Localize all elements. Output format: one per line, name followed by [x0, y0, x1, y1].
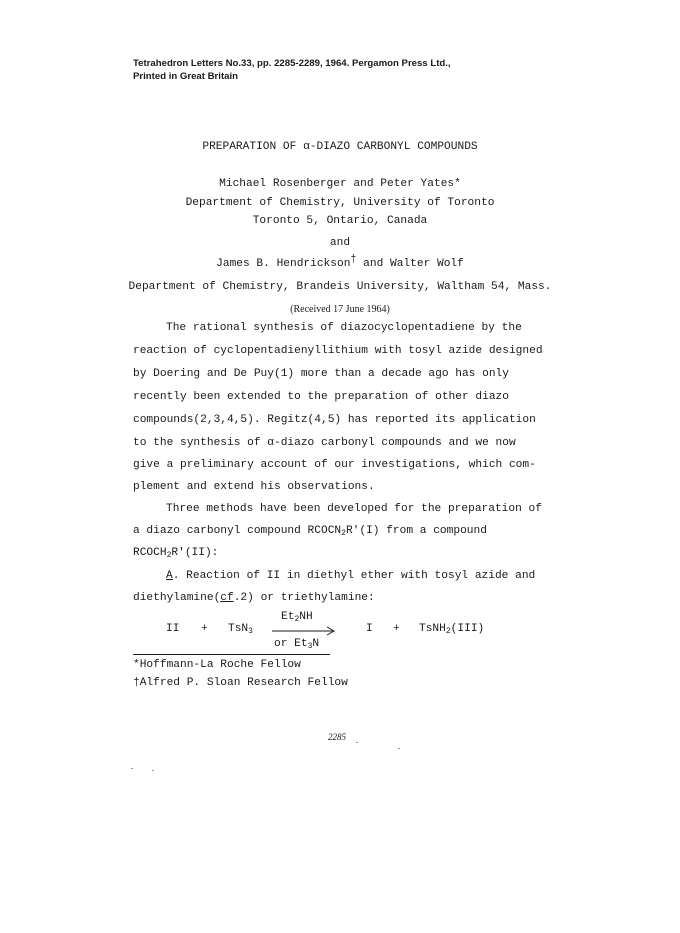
method-a-line1: [166, 570, 535, 582]
text-run: or Et: [274, 638, 308, 650]
plus-sign: +: [393, 623, 400, 635]
paragraph1-line: compounds(2,3,4,5). Regitz(4,5) has reported its application: [133, 414, 536, 426]
subscript: 2: [294, 615, 300, 624]
paragraph1-line: plement and extend his observations.: [133, 481, 375, 493]
author-hendrickson: James B. Hendrickson: [216, 258, 351, 270]
dagger-mark: †: [350, 254, 357, 266]
text-run: Et: [281, 611, 295, 623]
paragraph1-line: by Doering and De Puy(1) more than a decade ago has only: [133, 368, 509, 380]
text-run: TsN: [228, 623, 249, 635]
paragraph2-line1: Three methods have been developed for the preparation of: [166, 503, 542, 515]
footnote-star: *Hoffmann-La Roche Fellow: [133, 659, 301, 671]
text-run: RCOCH: [133, 547, 167, 559]
reagent-tosyl-azide: [228, 623, 253, 635]
affiliation-toronto-line1: Department of Chemistry, University of Toronto: [185, 197, 495, 209]
reaction-arrow: [272, 626, 336, 636]
received-date: (Received 17 June 1964): [290, 304, 390, 315]
scan-speck: [131, 768, 133, 769]
paragraph1-line: give a preliminary account of our investigations, which com-: [133, 459, 536, 471]
text-run: . Reaction of II in diethyl ether with tosyl azide and: [172, 570, 536, 582]
affiliation-toronto-line2: Toronto 5, Ontario, Canada: [252, 215, 428, 227]
cf-abbrev: cf: [220, 592, 234, 604]
paragraph1-line: recently been extended to the preparation of other diazo: [133, 391, 509, 403]
text-run: (III): [450, 623, 485, 635]
subscript: 2: [445, 627, 451, 636]
text-run: NH: [299, 611, 313, 623]
subscript: 3: [248, 627, 253, 636]
paragraph1-line: to the synthesis of α-diazo carbonyl compounds and we now: [133, 437, 516, 449]
journal-citation: Tetrahedron Letters No.33, pp. 2285-2289, 1964. Pergamon Press Ltd.,: [133, 58, 451, 69]
method-a-line2: [133, 592, 375, 604]
product-i: I: [366, 623, 373, 635]
scan-speck: [398, 748, 400, 749]
plus-sign: +: [201, 623, 208, 635]
text-run: R'(I) from a compound: [345, 525, 487, 537]
paragraph2-line3: [133, 547, 218, 559]
text-run: a diazo carbonyl compound RCOCN: [133, 525, 342, 537]
method-label: A: [166, 570, 173, 582]
text-run: TsNH: [419, 623, 446, 635]
text-run: N: [312, 638, 320, 650]
reaction-condition-above: [281, 611, 313, 623]
article-title: PREPARATION OF α-DIAZO CARBONYL COMPOUNDS: [202, 141, 478, 153]
conjunction-and: and: [329, 237, 351, 249]
text-run: R'(II):: [171, 547, 219, 559]
subscript: 3: [307, 642, 313, 651]
text-run: .2) or triethylamine:: [233, 592, 375, 604]
reactant-ii: II: [166, 623, 180, 635]
subscript: 2: [341, 529, 346, 538]
scan-speck: [152, 770, 154, 771]
authors-brandeis: [0, 254, 680, 270]
paragraph1-line: The rational synthesis of diazocyclopentadiene by the: [166, 322, 522, 334]
affiliation-brandeis: Department of Chemistry, Brandeis University, Waltham 54, Mass.: [128, 281, 552, 293]
byproduct-iii: [419, 623, 484, 635]
page-number: 2285: [328, 732, 346, 742]
footnote-rule: [133, 654, 330, 655]
subscript: 2: [166, 551, 172, 560]
scan-speck: [356, 742, 358, 743]
footnote-dagger: †Alfred P. Sloan Research Fellow: [133, 677, 348, 689]
printed-in: Printed in Great Britain: [133, 71, 239, 82]
authors-toronto: Michael Rosenberger and Peter Yates*: [219, 178, 461, 190]
paragraph1-line: reaction of cyclopentadienyllithium with tosyl azide designed: [133, 345, 543, 357]
author-wolf: and Walter Wolf: [356, 258, 464, 270]
text-run: diethylamine(: [133, 592, 221, 604]
reaction-condition-below: [274, 638, 319, 650]
paragraph2-line2: [133, 525, 487, 537]
